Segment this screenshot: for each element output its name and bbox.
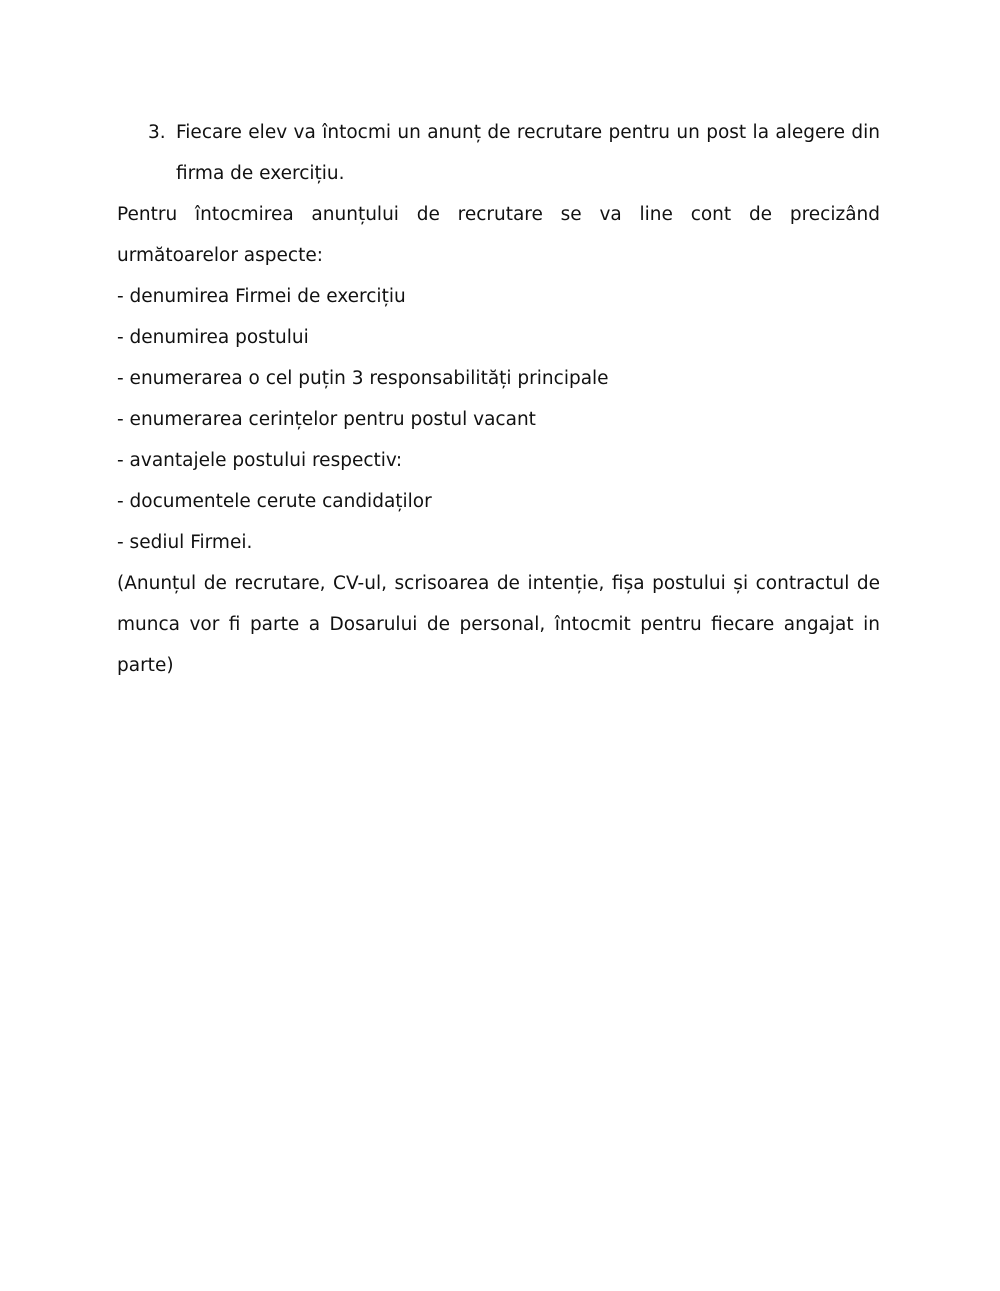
numbered-item-3 <box>117 112 880 194</box>
item-number: 3. <box>148 122 166 143</box>
aspect-item: - denumirea Firmei de exercițiu <box>117 286 406 307</box>
aspect-item: - enumerarea cerințelor pentru postul vacant <box>117 409 536 430</box>
document-body <box>117 112 880 686</box>
aspect-item: - enumerarea o cel puțin 3 responsabilități principale <box>117 368 609 389</box>
note-paragraph: (Anunțul de recrutare, CV-ul, scrisoarea de intenție, fișa postului și contractul de munca vor fi parte a Dosarului de personal, întocmit pentru fiecare angajat in parte) <box>117 573 880 676</box>
aspect-item: - avantajele postului respectiv: <box>117 450 403 471</box>
aspect-item: - denumirea postului <box>117 327 309 348</box>
item-text: Fiecare elev va întocmi un anunț de recrutare pentru un post la alegere din firma de exercițiu. <box>176 122 880 184</box>
intro-paragraph: Pentru întocmirea anunțului de recrutare se va line cont de precizând următoarelor aspecte: <box>117 204 880 266</box>
aspects-list <box>117 276 880 563</box>
aspect-item: - documentele cerute candidaților <box>117 491 432 512</box>
aspect-item: - sediul Firmei. <box>117 532 253 553</box>
